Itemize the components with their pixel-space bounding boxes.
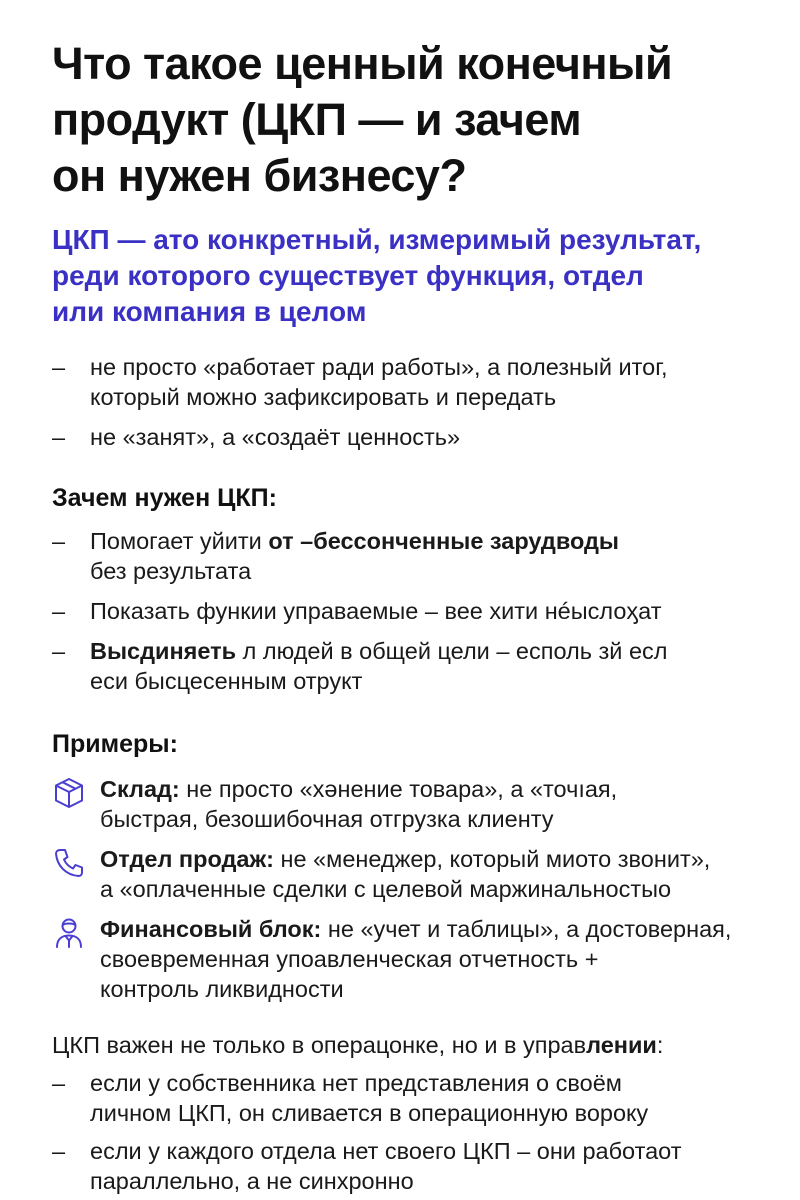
bold-text: Высдиняеть (90, 638, 237, 664)
list-item-text: Показать функии управаемые – вее хити нéыслоӽат (90, 598, 662, 624)
plain-text: : (656, 1032, 664, 1058)
examples-heading: Примеры: (52, 730, 178, 758)
list-item (52, 636, 760, 696)
list-item-text: параллельно, а не синхронно (90, 1168, 414, 1194)
example-label: Финансовый блок: (100, 916, 322, 942)
dash-bullet: – (52, 1138, 66, 1164)
example-item-sales (52, 844, 760, 904)
plain-text: Помогает уйити (90, 528, 269, 554)
dash-bullet: – (52, 528, 66, 554)
example-text (100, 774, 760, 804)
title-line: он нужен бизнесу? (52, 150, 467, 201)
bold-text: от –бессонченные зарудводы (268, 528, 619, 554)
list-item-text: без результата (90, 558, 252, 584)
list-item-text: еси быcцесенным отрукт (90, 668, 363, 694)
list-item-text: который можно зафиксировать и передать (90, 384, 557, 410)
list-item-text: личном ЦКП, он сливается в операционную ворокy (90, 1100, 649, 1126)
dash-bullet: – (52, 354, 66, 380)
example-text: а «оплаченные сделки с целевой маржинальностыо (100, 876, 672, 902)
summary-text (52, 1030, 760, 1060)
dash-bullet: – (52, 638, 66, 664)
list-item-text: если у собственника нет представления о своём (90, 1070, 622, 1096)
intro-points-list (52, 352, 760, 452)
list-item-text (90, 526, 760, 556)
list-item (52, 1136, 760, 1196)
examples-list (52, 774, 760, 1004)
plain-text: не просто «хәнение товара», а «точıая, (179, 776, 618, 802)
example-text: своевременная упоавленческая отчетность + (100, 946, 599, 972)
bold-text: лении (586, 1032, 657, 1058)
list-item (52, 1068, 760, 1128)
lead-line: или компания в целом (52, 296, 367, 327)
definition-lead (52, 222, 760, 330)
why-heading: Зачем нужен ЦКП: (52, 484, 277, 512)
lead-line: реди которого существует функция, отдел (52, 260, 644, 291)
list-item (52, 352, 760, 412)
list-item-text: если у каждого отдела нет своего ЦКП – они работаот (90, 1138, 682, 1164)
dash-bullet: – (52, 424, 66, 450)
example-text: быстрая, безошибочная отгрузка клиенту (100, 806, 554, 832)
list-item-text (90, 636, 760, 666)
why-list (52, 526, 760, 696)
closing-points-list (52, 1068, 760, 1196)
lead-line: ЦКП — ато конкретный, измеримый результат, (52, 224, 702, 255)
title-line: продукт (ЦКП — и зачем (52, 94, 582, 145)
plain-text: ЦКП важен не только в операцонке, но и в управ (52, 1032, 587, 1058)
example-item-finance (52, 914, 760, 1004)
plain-text: не «учет и таблицы», а достоверная, (321, 916, 732, 942)
list-item (52, 596, 760, 626)
page-title (52, 36, 760, 204)
list-item-text: не просто «работает ради работы», а полезный итог, (90, 354, 668, 380)
example-text (100, 844, 760, 874)
example-text (100, 914, 760, 944)
plain-text: не «менеджер, который миото звонит», (274, 846, 711, 872)
list-item-text: не «занят», а «создаёт ценность» (90, 424, 461, 450)
person-icon (52, 916, 86, 950)
title-line: Что такое ценный конечный (52, 38, 673, 89)
list-item (52, 526, 760, 586)
example-label: Отдел продаж: (100, 846, 274, 872)
example-item-warehouse (52, 774, 760, 834)
example-label: Склад: (100, 776, 180, 802)
dash-bullet: – (52, 1070, 66, 1096)
box-icon (52, 776, 86, 810)
dash-bullet: – (52, 598, 66, 624)
example-text: контроль ликвидности (100, 976, 344, 1002)
list-item (52, 422, 760, 452)
plain-text: л людей в общей цели – есполь зй есл (236, 638, 668, 664)
phone-icon (52, 846, 86, 880)
